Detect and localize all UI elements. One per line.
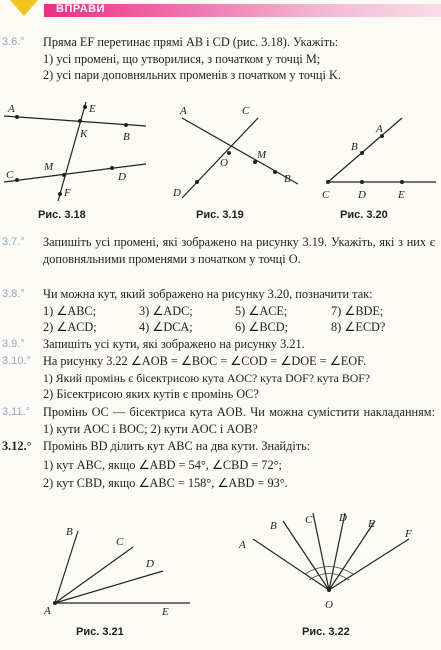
figure-caption: Рис. 3.22 bbox=[302, 626, 350, 638]
figure-caption: Рис. 3.18 bbox=[38, 209, 86, 221]
option: 1) ∠ABC; bbox=[43, 303, 97, 318]
point-label: O bbox=[220, 157, 228, 169]
point-label: D bbox=[173, 187, 181, 199]
option: 8) ∠ECD? bbox=[331, 320, 386, 334]
point-label: D bbox=[339, 512, 347, 524]
point-label: E bbox=[398, 189, 405, 201]
point-label: C bbox=[322, 189, 330, 201]
option: 7) ∠BDE; bbox=[331, 303, 384, 318]
exercise-text: Промінь BD ділить кут ABC на два кути. Знайдіть: bbox=[43, 439, 311, 453]
point-label: K bbox=[80, 128, 88, 140]
point-label: C bbox=[305, 514, 313, 526]
figure-3-18 bbox=[0, 98, 150, 203]
section-title: ВПРАВИ bbox=[56, 3, 106, 15]
exercise-text: На рисунку 3.22 ∠AOB = ∠BOC = ∠COD = ∠DOE = ∠EOF. bbox=[43, 354, 367, 368]
figure-caption: Рис. 3.20 bbox=[340, 209, 388, 221]
point-label: C bbox=[116, 536, 124, 548]
exercise-number: 3.12.° bbox=[2, 439, 32, 453]
point-label: C bbox=[242, 105, 250, 117]
point-label: B bbox=[351, 141, 358, 153]
option: 6) ∠BCD; bbox=[235, 320, 289, 334]
exercise-number: 3.11.° bbox=[2, 406, 31, 418]
point-label: F bbox=[405, 528, 412, 540]
point-label: B bbox=[123, 131, 130, 143]
exercise-text: Запишіть усі кути, які зображено на рисунку 3.21. bbox=[43, 337, 305, 351]
option: 5) ∠ACE; bbox=[235, 303, 288, 318]
point-label: A bbox=[180, 105, 187, 117]
option: 2) ∠ACD; bbox=[43, 320, 97, 334]
exercise-number: 3.9.° bbox=[2, 338, 25, 350]
point-label: E bbox=[89, 103, 96, 115]
point-label: D bbox=[146, 558, 154, 570]
exercise-3-9 bbox=[0, 336, 441, 353]
point-label: A bbox=[376, 123, 383, 135]
point-label: B bbox=[270, 520, 277, 532]
exercise-number: 3.7.° bbox=[2, 236, 25, 248]
point-label: F bbox=[64, 187, 71, 199]
point-label: B bbox=[284, 173, 291, 185]
point-label: C bbox=[6, 169, 14, 181]
point-label: A bbox=[44, 605, 51, 615]
pencil-icon bbox=[10, 0, 38, 16]
section-header bbox=[0, 0, 441, 22]
figure-caption: Рис. 3.21 bbox=[76, 626, 124, 638]
figure-caption: Рис. 3.19 bbox=[196, 209, 244, 221]
exercise-text: Запишіть усі промені, які зображено на рисунку 3.19. Укажіть, які з них є доповняльними променями з початком у точці O. bbox=[43, 235, 435, 266]
option: 4) ∠DCA; bbox=[139, 320, 193, 334]
point-label: M bbox=[257, 149, 267, 161]
exercise-3-12 bbox=[0, 438, 441, 492]
exercise-number: 3.6.° bbox=[2, 36, 25, 48]
option: 3) ∠ADC; bbox=[139, 303, 193, 318]
exercise-item-2: 2) усі пари доповняльних променів з початком у точці K. bbox=[43, 68, 341, 82]
exercise-3-11 bbox=[0, 404, 441, 437]
exercise-3-6 bbox=[0, 34, 441, 84]
figure-3-22 bbox=[225, 505, 441, 620]
exercise-text: Пряма EF перетинає прямі AB і CD (рис. 3.18). Укажіть: bbox=[43, 35, 339, 49]
exercise-3-8 bbox=[0, 286, 441, 336]
exercise-3-10 bbox=[0, 353, 441, 403]
figure-3-21 bbox=[30, 515, 200, 615]
exercise-3-7 bbox=[0, 234, 441, 267]
exercise-text: Промінь OC — бісектриса кута AOB. Чи можна сумістити накладанням: 1) кути AOC і BOC; 2) кути AOC і AOB? bbox=[43, 405, 435, 436]
point-label: D bbox=[358, 189, 366, 201]
point-label: A bbox=[8, 103, 15, 115]
point-label: E bbox=[368, 518, 375, 530]
exercise-number: 3.8.° bbox=[2, 288, 25, 300]
point-label: A bbox=[239, 539, 246, 551]
exercise-item-2: 2) кут CBD, якщо ∠ABC = 158°, ∠ABD = 93°. bbox=[43, 476, 288, 490]
exercise-item-1: 1) кут ABC, якщо ∠ABD = 54°, ∠CBD = 72°; bbox=[43, 457, 282, 472]
exercise-item-1: 1) Який промінь є бісектрисою кута AOC? кута DOF? кута BOF? bbox=[43, 370, 371, 385]
figure-3-19 bbox=[160, 100, 300, 205]
figure-3-20 bbox=[310, 110, 440, 205]
exercise-item-2: 2) Бісектрисою яких кутів є промінь OC? bbox=[43, 387, 259, 401]
point-label: E bbox=[162, 606, 169, 615]
exercise-item-1: 1) усі промені, що утворилися, з початком у точці M; bbox=[43, 51, 321, 66]
point-label: D bbox=[118, 171, 126, 183]
exercise-number: 3.10.° bbox=[2, 355, 31, 367]
point-label: M bbox=[44, 161, 54, 173]
point-label: B bbox=[66, 526, 73, 538]
point-label: O bbox=[325, 599, 333, 611]
exercise-text: Чи можна кут, який зображено на рисунку 3.20, позначити так: bbox=[43, 287, 373, 301]
